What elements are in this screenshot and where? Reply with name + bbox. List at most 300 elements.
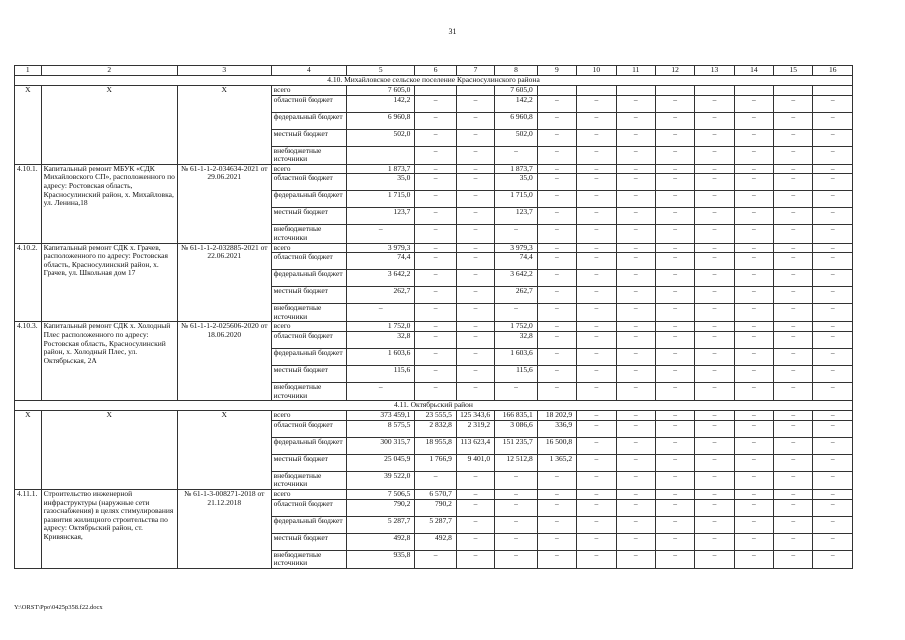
amount-cell: – (774, 437, 813, 454)
amount-cell: – (774, 112, 813, 129)
amount-cell: – (734, 516, 773, 533)
amount-cell: – (655, 112, 694, 129)
amount-cell (655, 86, 694, 96)
amount-cell: – (655, 489, 694, 499)
table-row (15, 322, 853, 332)
amount-cell: – (695, 191, 734, 208)
amount-cell: – (616, 287, 655, 304)
amount-cell: – (774, 164, 813, 174)
amount-cell: – (616, 129, 655, 146)
amount-cell: – (495, 382, 538, 400)
amount-cell: – (655, 164, 694, 174)
amount-cell: – (537, 322, 576, 332)
amount-cell: – (655, 550, 694, 568)
amount-cell: – (734, 348, 773, 365)
amount-cell: 262,7 (347, 287, 415, 304)
amount-cell: – (734, 471, 773, 489)
amount-cell: – (813, 129, 853, 146)
amount-cell: – (415, 191, 457, 208)
amount-cell: – (537, 243, 576, 253)
funding-source: федеральный бюджет (271, 516, 347, 533)
amount-cell: 125 343,6 (456, 411, 494, 421)
amount-cell: 7 506,5 (347, 489, 415, 499)
amount-cell: – (577, 191, 616, 208)
amount-cell (695, 86, 734, 96)
amount-cell: – (616, 489, 655, 499)
funding-source: местный бюджет (271, 533, 347, 550)
amount-cell: – (415, 331, 457, 348)
amount-cell: – (813, 365, 853, 382)
amount-cell: – (813, 112, 853, 129)
amount-cell: 7 605,0 (347, 86, 415, 96)
amount-cell: – (415, 471, 457, 489)
funding-source: всего (271, 489, 347, 499)
item-name: Капитальный ремонт СДК х. Грачев, расположенного по адресу: Ростовская область, Красносулинский район, х. Грачев, ул. Школьная дом 17 (41, 243, 177, 322)
amount-cell: 123,7 (495, 208, 538, 225)
amount-cell: – (537, 112, 576, 129)
amount-cell: – (695, 516, 734, 533)
amount-cell: – (537, 516, 576, 533)
amount-cell: 142,2 (347, 95, 415, 112)
item-number: Х (15, 86, 42, 165)
amount-cell: – (616, 270, 655, 287)
amount-cell: 6 960,8 (347, 112, 415, 129)
column-header: 2 (41, 66, 177, 76)
amount-cell: – (695, 348, 734, 365)
amount-cell: 123,7 (347, 208, 415, 225)
amount-cell: – (616, 348, 655, 365)
amount-cell: – (415, 164, 457, 174)
amount-cell: – (537, 174, 576, 191)
amount-cell: – (813, 225, 853, 243)
amount-cell: – (655, 331, 694, 348)
amount-cell: – (695, 411, 734, 421)
amount-cell: – (655, 287, 694, 304)
amount-cell: – (616, 550, 655, 568)
amount-cell: – (813, 471, 853, 489)
amount-cell: – (616, 382, 655, 400)
amount-cell: 39 522,0 (347, 471, 415, 489)
funding-source: внебюджетные источники (271, 550, 347, 568)
funding-source: внебюджетные источники (271, 382, 347, 400)
amount-cell: – (616, 253, 655, 270)
amount-cell: – (577, 420, 616, 437)
funding-source: местный бюджет (271, 454, 347, 471)
amount-cell: – (774, 382, 813, 400)
amount-cell: – (734, 365, 773, 382)
amount-cell: – (577, 287, 616, 304)
amount-cell: – (695, 174, 734, 191)
amount-cell: – (456, 270, 494, 287)
section-title: 4.11. Октябрьский район (15, 401, 853, 411)
amount-cell: 32,8 (495, 331, 538, 348)
amount-cell (347, 146, 415, 164)
funding-source: всего (271, 322, 347, 332)
funding-table (14, 65, 853, 569)
funding-source: областной бюджет (271, 420, 347, 437)
amount-cell: – (774, 129, 813, 146)
column-header-row (15, 66, 853, 76)
amount-cell: – (655, 243, 694, 253)
item-number: 4.10.1. (15, 164, 42, 243)
amount-cell: – (456, 382, 494, 400)
amount-cell: – (813, 348, 853, 365)
amount-cell: – (813, 304, 853, 322)
amount-cell: – (616, 471, 655, 489)
funding-source: внебюджетные источники (271, 304, 347, 322)
amount-cell: – (577, 331, 616, 348)
amount-cell: 1 752,0 (347, 322, 415, 332)
amount-cell: – (734, 174, 773, 191)
amount-cell: – (774, 454, 813, 471)
amount-cell: – (456, 129, 494, 146)
amount-cell: – (734, 225, 773, 243)
amount-cell: – (655, 348, 694, 365)
funding-source: внебюджетные источники (271, 225, 347, 243)
amount-cell: – (695, 225, 734, 243)
column-header: 13 (695, 66, 734, 76)
amount-cell: – (774, 365, 813, 382)
amount-cell: – (577, 243, 616, 253)
amount-cell: – (577, 348, 616, 365)
amount-cell: – (577, 95, 616, 112)
amount-cell: – (774, 304, 813, 322)
amount-cell: – (577, 499, 616, 516)
amount-cell: – (813, 287, 853, 304)
amount-cell: – (734, 437, 773, 454)
amount-cell (616, 86, 655, 96)
amount-cell: – (616, 304, 655, 322)
amount-cell: – (695, 499, 734, 516)
amount-cell: – (655, 129, 694, 146)
amount-cell: – (577, 208, 616, 225)
amount-cell: – (616, 146, 655, 164)
amount-cell: – (616, 322, 655, 332)
amount-cell: 25 045,9 (347, 454, 415, 471)
funding-source: федеральный бюджет (271, 112, 347, 129)
amount-cell: – (577, 164, 616, 174)
column-header: 3 (177, 66, 271, 76)
amount-cell: – (774, 243, 813, 253)
amount-cell: – (734, 208, 773, 225)
item-name: Капитальный ремонт СДК х. Холодный Плес расположенного по адресу: Ростовская область, Красносулинский район, х. Холодный Плес, ул. Октябрьская, 2А (41, 322, 177, 401)
amount-cell: – (577, 146, 616, 164)
item-document: Х (177, 86, 271, 165)
amount-cell: – (695, 471, 734, 489)
amount-cell: 3 979,3 (347, 243, 415, 253)
section-title-row (15, 76, 853, 86)
amount-cell: – (655, 225, 694, 243)
funding-source: местный бюджет (271, 208, 347, 225)
amount-cell: – (415, 146, 457, 164)
amount-cell: – (456, 499, 494, 516)
amount-cell: 1 715,0 (347, 191, 415, 208)
amount-cell: 1 715,0 (495, 191, 538, 208)
amount-cell: – (734, 191, 773, 208)
funding-source: областной бюджет (271, 331, 347, 348)
amount-cell: – (495, 533, 538, 550)
amount-cell: – (813, 243, 853, 253)
amount-cell: 8 575,5 (347, 420, 415, 437)
item-document: № 61-1-3-008271-2018 от 21.12.2018 (177, 489, 271, 568)
amount-cell: – (813, 437, 853, 454)
amount-cell: – (415, 174, 457, 191)
amount-cell: – (537, 348, 576, 365)
amount-cell: – (695, 253, 734, 270)
table-row (15, 243, 853, 253)
amount-cell: – (616, 420, 655, 437)
amount-cell: – (456, 533, 494, 550)
amount-cell: – (577, 411, 616, 421)
amount-cell: – (734, 146, 773, 164)
amount-cell: – (774, 174, 813, 191)
amount-cell: – (774, 411, 813, 421)
amount-cell (456, 86, 494, 96)
amount-cell: – (655, 382, 694, 400)
amount-cell: – (655, 411, 694, 421)
amount-cell: – (734, 270, 773, 287)
amount-cell: – (774, 550, 813, 568)
amount-cell: – (695, 382, 734, 400)
amount-cell: – (734, 112, 773, 129)
column-header: 8 (495, 66, 538, 76)
column-header: 7 (456, 66, 494, 76)
amount-cell: 373 459,1 (347, 411, 415, 421)
amount-cell: – (577, 225, 616, 243)
amount-cell: 74,4 (347, 253, 415, 270)
amount-cell: – (537, 550, 576, 568)
funding-source: всего (271, 243, 347, 253)
amount-cell: 1 766,9 (415, 454, 457, 471)
column-header: 4 (271, 66, 347, 76)
amount-cell: – (734, 411, 773, 421)
amount-cell: – (537, 270, 576, 287)
amount-cell: – (347, 304, 415, 322)
amount-cell: 3 642,2 (347, 270, 415, 287)
amount-cell: – (616, 331, 655, 348)
amount-cell: 3 979,3 (495, 243, 538, 253)
amount-cell: – (734, 533, 773, 550)
item-document: Х (177, 411, 271, 490)
amount-cell: 790,2 (347, 499, 415, 516)
amount-cell: – (655, 95, 694, 112)
amount-cell: – (456, 550, 494, 568)
amount-cell: – (577, 270, 616, 287)
column-header: 11 (616, 66, 655, 76)
amount-cell: – (495, 471, 538, 489)
amount-cell: – (813, 95, 853, 112)
amount-cell: 35,0 (495, 174, 538, 191)
amount-cell: – (456, 348, 494, 365)
amount-cell: – (695, 129, 734, 146)
amount-cell: – (774, 516, 813, 533)
amount-cell: – (456, 489, 494, 499)
amount-cell: – (456, 164, 494, 174)
amount-cell: – (655, 516, 694, 533)
table-row (15, 411, 853, 421)
amount-cell: – (456, 146, 494, 164)
amount-cell: – (813, 499, 853, 516)
amount-cell: – (774, 225, 813, 243)
item-name: Х (41, 411, 177, 490)
amount-cell: – (734, 95, 773, 112)
amount-cell: – (456, 471, 494, 489)
amount-cell: 6 960,8 (495, 112, 538, 129)
amount-cell: – (577, 437, 616, 454)
amount-cell: 142,2 (495, 95, 538, 112)
amount-cell: 1 603,6 (347, 348, 415, 365)
amount-cell: – (695, 420, 734, 437)
amount-cell: – (415, 550, 457, 568)
amount-cell: – (415, 270, 457, 287)
amount-cell: – (774, 489, 813, 499)
column-header: 9 (537, 66, 576, 76)
amount-cell: – (415, 365, 457, 382)
amount-cell: – (813, 411, 853, 421)
funding-source: федеральный бюджет (271, 270, 347, 287)
amount-cell: – (537, 533, 576, 550)
amount-cell: – (734, 454, 773, 471)
amount-cell: – (734, 331, 773, 348)
amount-cell: – (813, 146, 853, 164)
amount-cell: – (415, 225, 457, 243)
amount-cell: – (577, 112, 616, 129)
amount-cell: – (415, 253, 457, 270)
table-row (15, 86, 853, 96)
amount-cell: 151 235,7 (495, 437, 538, 454)
amount-cell: – (537, 382, 576, 400)
amount-cell: – (537, 95, 576, 112)
amount-cell: – (415, 208, 457, 225)
amount-cell: – (734, 499, 773, 516)
amount-cell: – (415, 129, 457, 146)
amount-cell: – (537, 304, 576, 322)
amount-cell: – (695, 270, 734, 287)
amount-cell: – (813, 331, 853, 348)
amount-cell: – (537, 331, 576, 348)
amount-cell: – (495, 225, 538, 243)
funding-source: федеральный бюджет (271, 437, 347, 454)
amount-cell: – (415, 243, 457, 253)
item-name: Строительство инженерной инфраструктуры (наружные сети газоснабжения) в целях стимулирования развития жилищного строительства по адресу: Октябрьский район, ст. Кривянская, (41, 489, 177, 568)
amount-cell: – (456, 304, 494, 322)
item-document: № 61-1-1-2-032885-2021 от 22.06.2021 (177, 243, 271, 322)
amount-cell: – (537, 499, 576, 516)
amount-cell: 18 955,8 (415, 437, 457, 454)
amount-cell: – (655, 322, 694, 332)
funding-source: всего (271, 411, 347, 421)
amount-cell: – (734, 322, 773, 332)
amount-cell: – (616, 499, 655, 516)
amount-cell: – (774, 533, 813, 550)
amount-cell: 2 832,8 (415, 420, 457, 437)
column-header: 15 (774, 66, 813, 76)
amount-cell: – (347, 225, 415, 243)
column-header: 12 (655, 66, 694, 76)
amount-cell: – (695, 208, 734, 225)
amount-cell: – (655, 471, 694, 489)
amount-cell: 935,8 (347, 550, 415, 568)
column-header: 10 (577, 66, 616, 76)
amount-cell: – (577, 489, 616, 499)
amount-cell: – (695, 489, 734, 499)
column-header: 1 (15, 66, 42, 76)
amount-cell: – (695, 365, 734, 382)
amount-cell (774, 86, 813, 96)
amount-cell: 113 623,4 (456, 437, 494, 454)
amount-cell: – (734, 420, 773, 437)
amount-cell: – (695, 243, 734, 253)
table-row (15, 164, 853, 174)
amount-cell: – (655, 208, 694, 225)
amount-cell: – (415, 382, 457, 400)
funding-source: внебюджетные источники (271, 471, 347, 489)
amount-cell: – (774, 208, 813, 225)
amount-cell: – (655, 270, 694, 287)
amount-cell: – (774, 146, 813, 164)
amount-cell: – (655, 499, 694, 516)
amount-cell: – (774, 322, 813, 332)
amount-cell: – (616, 411, 655, 421)
amount-cell: – (616, 437, 655, 454)
amount-cell: – (577, 533, 616, 550)
amount-cell: – (577, 174, 616, 191)
item-number: 4.10.2. (15, 243, 42, 322)
funding-source: всего (271, 164, 347, 174)
amount-cell: 16 500,8 (537, 437, 576, 454)
amount-cell: – (813, 382, 853, 400)
amount-cell (577, 86, 616, 96)
amount-cell: 12 512,8 (495, 454, 538, 471)
amount-cell: – (577, 129, 616, 146)
amount-cell: – (616, 243, 655, 253)
amount-cell: – (577, 454, 616, 471)
amount-cell: 1 873,7 (495, 164, 538, 174)
amount-cell: 336,9 (537, 420, 576, 437)
amount-cell: – (695, 146, 734, 164)
amount-cell: – (774, 420, 813, 437)
amount-cell: – (577, 516, 616, 533)
amount-cell: – (695, 95, 734, 112)
amount-cell: – (495, 489, 538, 499)
amount-cell: 74,4 (495, 253, 538, 270)
amount-cell: – (456, 287, 494, 304)
amount-cell: – (577, 382, 616, 400)
funding-source: областной бюджет (271, 95, 347, 112)
amount-cell: – (616, 225, 655, 243)
amount-cell: 492,8 (415, 533, 457, 550)
amount-cell: – (577, 365, 616, 382)
amount-cell: – (655, 454, 694, 471)
funding-source: федеральный бюджет (271, 191, 347, 208)
file-path-footer: Y:\ORST\Ppo\0425p358.f22.docx (14, 604, 103, 611)
amount-cell: – (813, 322, 853, 332)
amount-cell: – (537, 129, 576, 146)
amount-cell: – (616, 191, 655, 208)
amount-cell (813, 86, 853, 96)
amount-cell: 166 835,1 (495, 411, 538, 421)
amount-cell: – (577, 471, 616, 489)
amount-cell: – (415, 95, 457, 112)
amount-cell: – (774, 95, 813, 112)
funding-source: внебюджетные источники (271, 146, 347, 164)
item-document: № 61-1-1-2-025606-2020 от 18.06.2020 (177, 322, 271, 401)
item-name: Х (41, 86, 177, 165)
amount-cell: – (577, 322, 616, 332)
amount-cell: – (655, 420, 694, 437)
amount-cell: 3 642,2 (495, 270, 538, 287)
amount-cell: 115,6 (347, 365, 415, 382)
